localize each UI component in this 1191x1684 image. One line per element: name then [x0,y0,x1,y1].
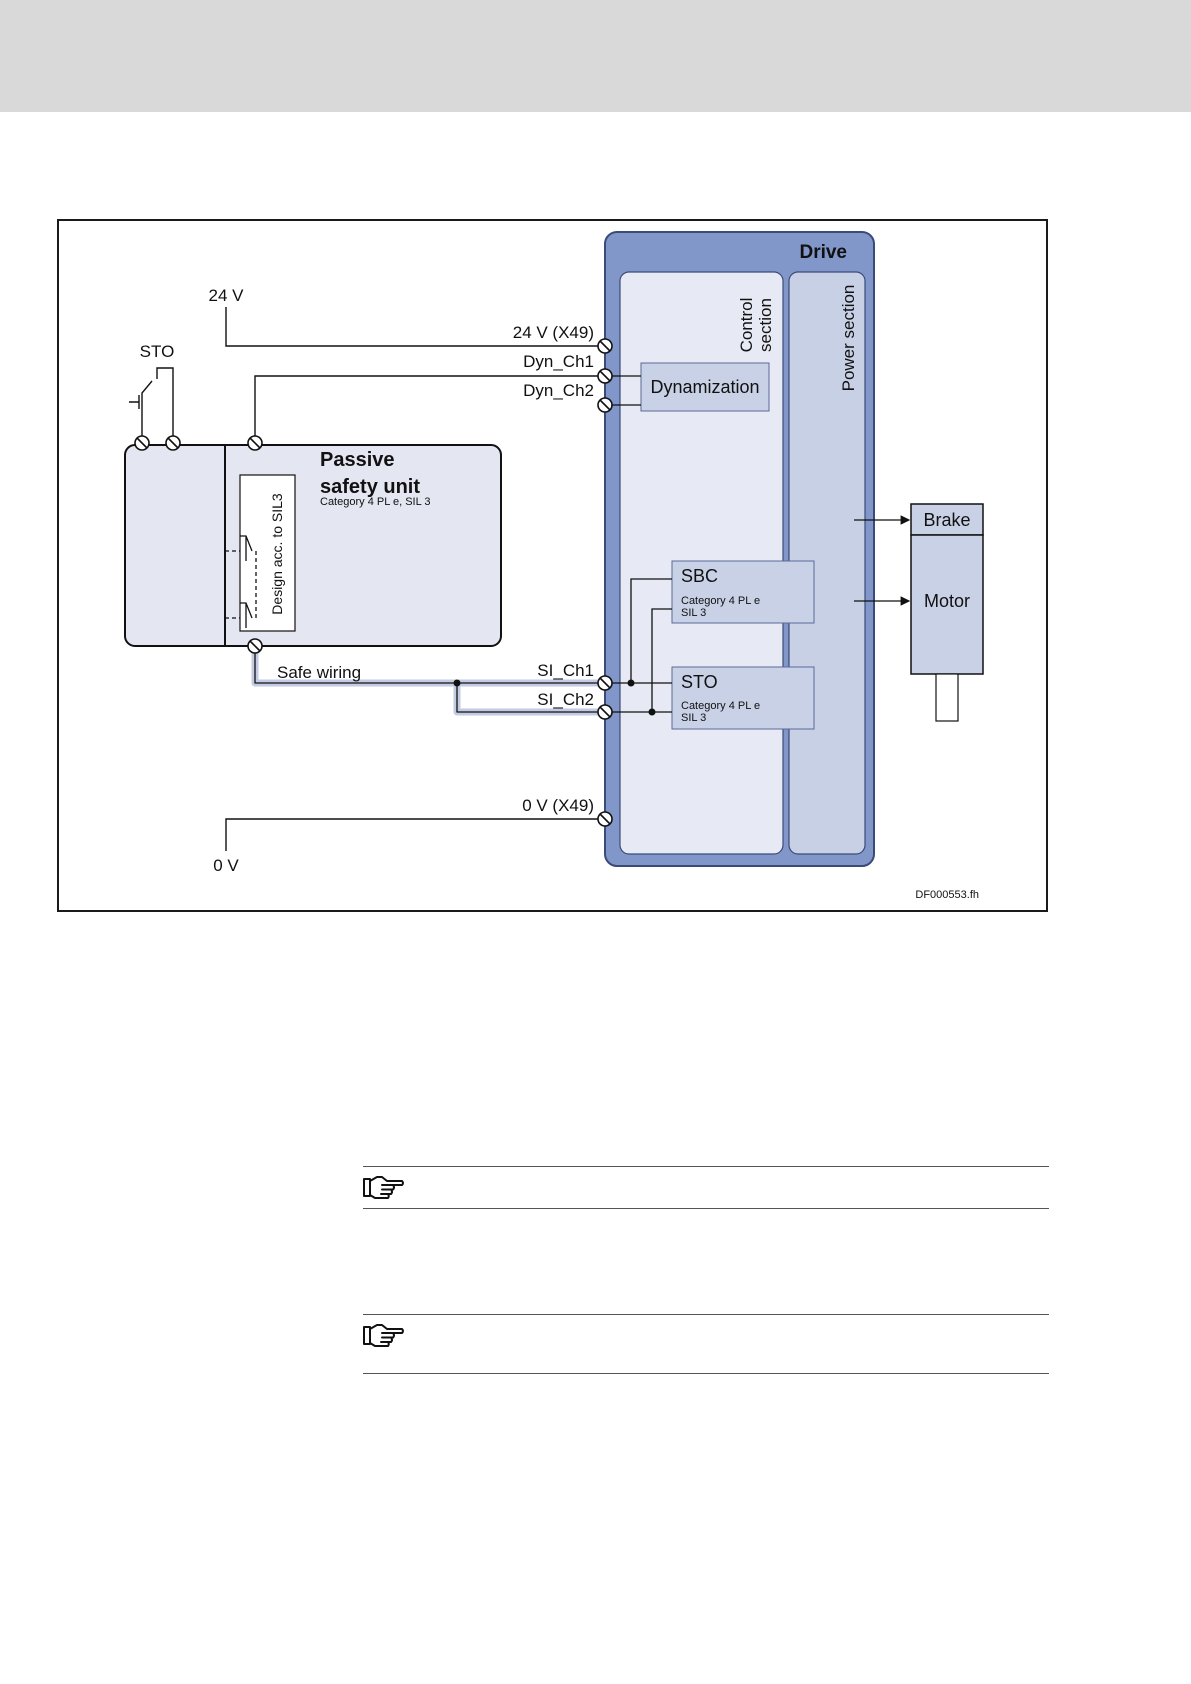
supply-0v-label: 0 V [213,856,239,875]
sto-block-category: Category 4 PL e [681,700,761,712]
terminal-si2 [598,705,612,719]
terminal-24v [598,339,612,353]
terminal-dyn1-label: Dyn_Ch1 [523,352,594,371]
supply-24v-label: 24 V [208,286,244,305]
header-band [0,0,1191,112]
passive-safety-unit [125,445,501,646]
control-section-label [737,298,775,353]
terminal-unit-dyn [248,436,262,450]
passive-unit-title: Passive safety unit [320,449,421,498]
passive-unit-category: Category 4 PL e, SIL 3 [320,496,431,508]
drive-title: Drive [799,242,847,263]
note-block [363,1166,1049,1209]
sto-block-sil: SIL 3 [681,712,707,724]
wire-0v [226,819,605,851]
svg-text:Control: Control [737,297,756,353]
power-section-label: Power section [839,284,858,392]
figure-id: DF000553.fh [915,889,979,901]
terminal-dyn2 [598,398,612,412]
motor-shaft [936,674,958,721]
sto-switch [129,368,173,443]
brake-label: Brake [923,510,971,530]
terminal-24v-label: 24 V (X49) [512,323,594,342]
sto-block-label: STO [681,672,718,692]
safe-wiring-label: Safe wiring [277,663,362,682]
note-block [363,1314,1049,1374]
terminal-unit-out [248,639,262,653]
pointing-hand-icon [363,1321,405,1349]
wire-junction [454,680,461,687]
terminal-0v [598,812,612,826]
terminal-si2-label: SI_Ch2 [537,690,594,709]
si1-junction [628,680,635,687]
sbc-sil: SIL 3 [681,607,707,619]
terminal-si1-label: SI_Ch1 [537,661,594,680]
sbc-category: Category 4 PL e [681,595,761,607]
safety-wiring-diagram [57,219,1048,912]
sto-switch-label: STO [139,342,175,361]
design-note: Design acc. to SIL3 [269,493,285,615]
terminal-sto-a [135,436,149,450]
terminal-0v-label: 0 V (X49) [522,796,594,815]
dynamization-label: Dynamization [650,377,760,397]
terminal-sto-b [166,436,180,450]
si2-junction [649,709,656,716]
terminal-dyn1 [598,369,612,383]
motor-label: Motor [923,591,971,611]
terminal-si1 [598,676,612,690]
pointing-hand-icon [363,1173,405,1201]
terminal-dyn2-label: Dyn_Ch2 [523,381,594,400]
sbc-label: SBC [681,566,719,586]
svg-text:section: section [756,298,775,352]
